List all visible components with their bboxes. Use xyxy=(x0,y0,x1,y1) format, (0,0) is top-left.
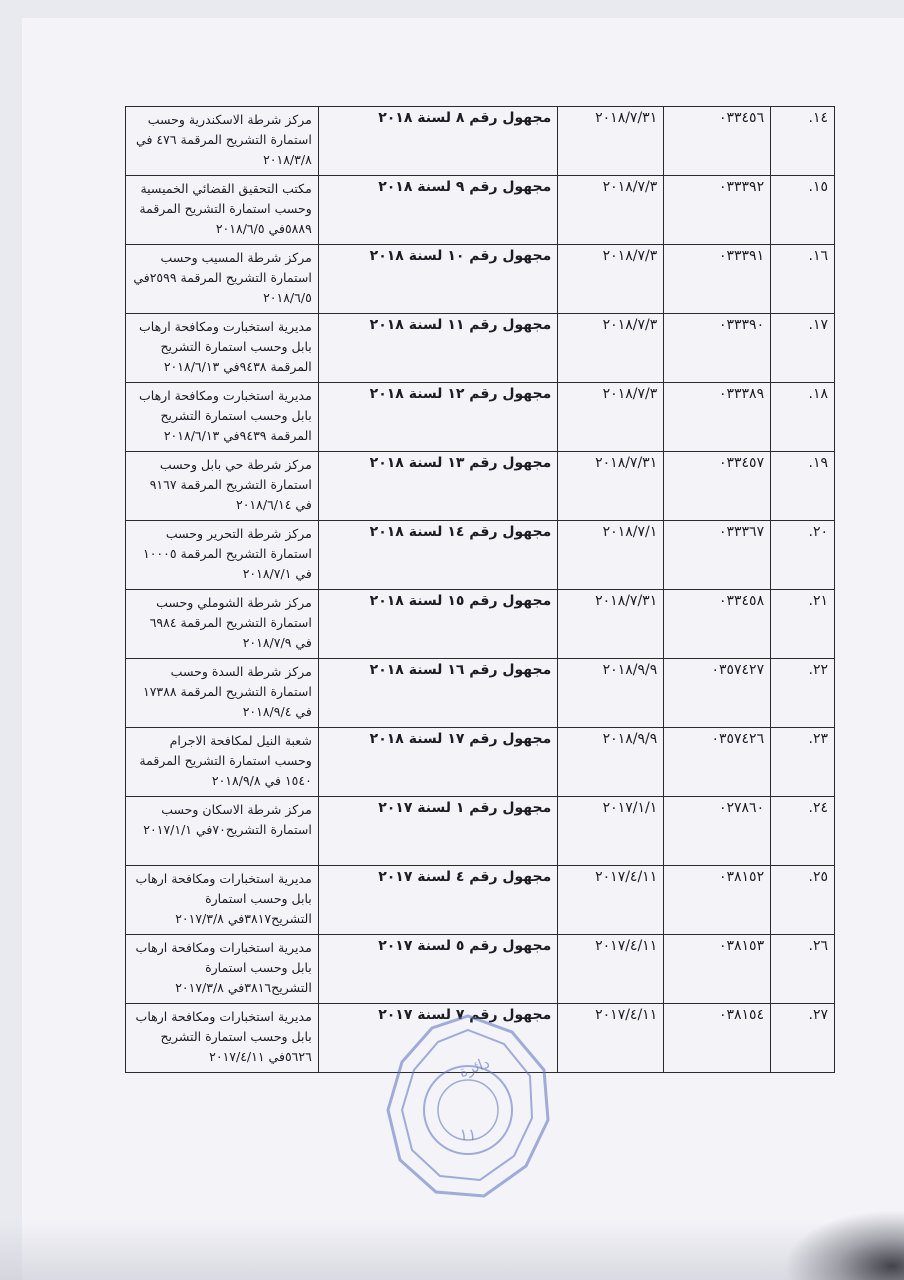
record-date: ٢٠١٧/٤/١١ xyxy=(558,1004,664,1073)
unknown-body-label: مجهول رقم ٨ لسنة ٢٠١٨ xyxy=(318,107,558,176)
record-date: ٢٠١٨/٧/٣ xyxy=(558,383,664,452)
source-description: مديرية استخبارت ومكافحة ارهاب بابل وحسب استمارة التشريح المرقمة ٩٤٣٨في ٢٠١٨/٦/١٣ xyxy=(126,314,319,383)
row-number: ٢٠. xyxy=(771,521,835,590)
source-description: مركز شرطة الشوملي وحسب استمارة التشريح المرقمة ٦٩٨٤ في ٢٠١٨/٧/٩ xyxy=(126,590,319,659)
table-row xyxy=(126,383,835,452)
record-date: ٢٠١٨/٧/٣ xyxy=(558,314,664,383)
source-description: شعبة النيل لمكافحة الاجرام وحسب استمارة التشريح المرقمة ١٥٤٠ في ٢٠١٨/٩/٨ xyxy=(126,728,319,797)
row-number: ١٨. xyxy=(771,383,835,452)
source-description: مديرية استخبارات ومكافحة ارهاب بابل وحسب استمارة التشريح٣٨١٧في ٢٠١٧/٣/٨ xyxy=(126,866,319,935)
unknown-body-label: مجهول رقم ١٥ لسنة ٢٠١٨ xyxy=(318,590,558,659)
source-description: مركز شرطة التحرير وحسب استمارة التشريح المرقمة ١٠٠٠٥ في ٢٠١٨/٧/١ xyxy=(126,521,319,590)
record-code: ٠٣٣٤٥٨ xyxy=(664,590,771,659)
record-date: ٢٠١٨/٧/٣١ xyxy=(558,452,664,521)
source-description: مركز شرطة السدة وحسب استمارة التشريح المرقمة ١٧٣٨٨ في ٢٠١٨/٩/٤ xyxy=(126,659,319,728)
record-code: ٠٣٣٣٩٠ xyxy=(664,314,771,383)
record-date: ٢٠١٧/٤/١١ xyxy=(558,935,664,1004)
unknown-body-label: مجهول رقم ٤ لسنة ٢٠١٧ xyxy=(318,866,558,935)
record-code: ٠٣٣٣٩٢ xyxy=(664,176,771,245)
record-date: ٢٠١٨/٧/٣ xyxy=(558,245,664,314)
record-date: ٢٠١٨/٧/١ xyxy=(558,521,664,590)
row-number: ١٥. xyxy=(771,176,835,245)
records-table-body xyxy=(126,107,835,1073)
table-row xyxy=(126,452,835,521)
scan-smudge xyxy=(784,1210,904,1280)
row-number: ٢٥. xyxy=(771,866,835,935)
table-row xyxy=(126,797,835,866)
source-description: مكتب التحقيق القضائي الخميسية وحسب استمارة التشريح المرقمة ٥٨٨٩في ٢٠١٨/٦/٥ xyxy=(126,176,319,245)
table-row xyxy=(126,935,835,1004)
source-description: مركز شرطة المسيب وحسب استمارة التشريح المرقمة ٢٥٩٩في ٢٠١٨/٦/٥ xyxy=(126,245,319,314)
table-row xyxy=(126,659,835,728)
row-number: ٢٢. xyxy=(771,659,835,728)
source-description: مديرية استخبارات ومكافحة ارهاب بابل وحسب استمارة التشريح ٥٦٢٦في ٢٠١٧/٤/١١ xyxy=(126,1004,319,1073)
row-number: ٢٣. xyxy=(771,728,835,797)
record-code: ٠٢٧٨٦٠ xyxy=(664,797,771,866)
stamp-text-top: دائرة xyxy=(456,1053,493,1082)
row-number: ٢٦. xyxy=(771,935,835,1004)
unknown-body-label: مجهول رقم ٥ لسنة ٢٠١٧ xyxy=(318,935,558,1004)
stamp-text-number: ١١ xyxy=(459,1125,477,1144)
unknown-body-label: مجهول رقم ١٤ لسنة ٢٠١٨ xyxy=(318,521,558,590)
record-code: ٠٣٥٧٤٢٦ xyxy=(664,728,771,797)
record-date: ٢٠١٧/٤/١١ xyxy=(558,866,664,935)
unknown-body-label: مجهول رقم ١١ لسنة ٢٠١٨ xyxy=(318,314,558,383)
unknown-body-label: مجهول رقم ٧ لسنة ٢٠١٧ xyxy=(318,1004,558,1073)
record-code: ٠٣٣٣٩١ xyxy=(664,245,771,314)
source-description: مركز شرطة الاسكان وحسب استمارة التشريح٧٠في ٢٠١٧/١/١ xyxy=(126,797,319,866)
source-description: مديرية استخبارت ومكافحة ارهاب بابل وحسب استمارة التشريح المرقمة ٩٤٣٩في ٢٠١٨/٦/١٣ xyxy=(126,383,319,452)
source-description: مركز شرطة الاسكندرية وحسب استمارة التشريح المرقمة ٤٧٦ في ٢٠١٨/٣/٨ xyxy=(126,107,319,176)
unknown-body-label: مجهول رقم ١٢ لسنة ٢٠١٨ xyxy=(318,383,558,452)
record-code: ٠٣٣٤٥٦ xyxy=(664,107,771,176)
source-description: مديرية استخبارات ومكافحة ارهاب بابل وحسب استمارة التشريح٣٨١٦في ٢٠١٧/٣/٨ xyxy=(126,935,319,1004)
table-row xyxy=(126,521,835,590)
row-number: ١٩. xyxy=(771,452,835,521)
table-row xyxy=(126,590,835,659)
scan-shadow xyxy=(0,1220,904,1280)
row-number: ٢٤. xyxy=(771,797,835,866)
unknown-body-label: مجهول رقم ٩ لسنة ٢٠١٨ xyxy=(318,176,558,245)
row-number: ٢٧. xyxy=(771,1004,835,1073)
record-code: ٠٣٨١٥٢ xyxy=(664,866,771,935)
record-code: ٠٣٨١٥٤ xyxy=(664,1004,771,1073)
unknown-body-label: مجهول رقم ١٧ لسنة ٢٠١٨ xyxy=(318,728,558,797)
table-row xyxy=(126,176,835,245)
row-number: ١٤. xyxy=(771,107,835,176)
unknown-body-label: مجهول رقم ١٠ لسنة ٢٠١٨ xyxy=(318,245,558,314)
table-row xyxy=(126,728,835,797)
source-description: مركز شرطة حي بابل وحسب استمارة التشريح المرقمة ٩١٦٧ في ٢٠١٨/٦/١٤ xyxy=(126,452,319,521)
table-row xyxy=(126,314,835,383)
record-date: ٢٠١٨/٧/٣١ xyxy=(558,590,664,659)
unknown-body-label: مجهول رقم ١٦ لسنة ٢٠١٨ xyxy=(318,659,558,728)
table-row xyxy=(126,866,835,935)
record-code: ٠٣٣٣٦٧ xyxy=(664,521,771,590)
records-table xyxy=(125,106,835,1073)
table-row xyxy=(126,107,835,176)
record-date: ٢٠١٧/١/١ xyxy=(558,797,664,866)
record-date: ٢٠١٨/٩/٩ xyxy=(558,659,664,728)
record-code: ٠٣٣٤٥٧ xyxy=(664,452,771,521)
record-date: ٢٠١٨/٧/٣١ xyxy=(558,107,664,176)
table-row xyxy=(126,1004,835,1073)
unknown-body-label: مجهول رقم ١٣ لسنة ٢٠١٨ xyxy=(318,452,558,521)
row-number: ٢١. xyxy=(771,590,835,659)
table-row xyxy=(126,245,835,314)
record-code: ٠٣٨١٥٣ xyxy=(664,935,771,1004)
record-date: ٢٠١٨/٧/٣ xyxy=(558,176,664,245)
row-number: ١٦. xyxy=(771,245,835,314)
row-number: ١٧. xyxy=(771,314,835,383)
unknown-body-label: مجهول رقم ١ لسنة ٢٠١٧ xyxy=(318,797,558,866)
record-date: ٢٠١٨/٩/٩ xyxy=(558,728,664,797)
record-code: ٠٣٣٣٨٩ xyxy=(664,383,771,452)
record-code: ٠٣٥٧٤٢٧ xyxy=(664,659,771,728)
